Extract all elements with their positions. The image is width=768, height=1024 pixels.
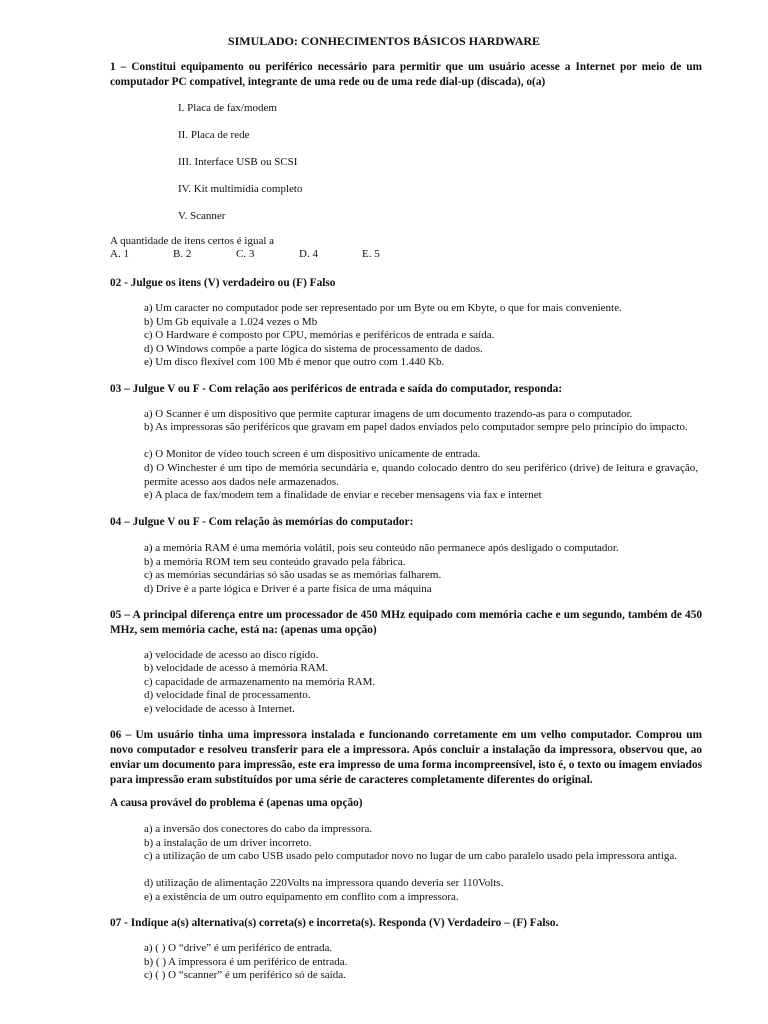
question-1-prompt: A quantidade de itens certos é igual a [110, 235, 275, 247]
list-item: c) ( ) O “scanner” é um periférico só de saída. [144, 969, 346, 981]
question-7: 07 - Indique a(s) alternativa(s) correta(s) e incorreta(s). Responda (V) Verdadeiro – (F) Falso. [110, 917, 559, 929]
list-item: a) a memória RAM é uma memória volátil, pois seu conteúdo não permanece após desligado o computador. [144, 542, 619, 554]
list-item: c) capacidade de armazenamento na memória RAM. [144, 676, 376, 688]
answer-option: B. 2 [173, 248, 192, 260]
answer-option: C. 3 [236, 248, 255, 260]
question-6-subprompt: A causa provável do problema é (apenas uma opção) [110, 797, 363, 809]
page-title: SIMULADO: CONHECIMENTOS BÁSICOS HARDWARE [227, 34, 541, 48]
list-item: a) velocidade de acesso ao disco rígido. [144, 649, 319, 661]
list-item: e) a existência de um outro equipamento em conflito com a impressora. [144, 891, 459, 903]
question-5: 05 – A principal diferença entre um processador de 450 MHz equipado com memória cache e um segundo, também de 450 MHz, sem memória cache, está na: (apenas uma opção) [110, 609, 702, 636]
list-item: I. Placa de fax/modem [178, 102, 277, 114]
list-item: d) utilização de alimentação 220Volts na impressora quando deveria ser 110Volts. [144, 877, 504, 889]
question-3: 03 – Julgue V ou F - Com relação aos periféricos de entrada e saída do computador, responda: [110, 383, 563, 395]
list-item: a) ( ) O “drive” é um periférico de entrada. [144, 942, 333, 954]
list-item: c) as memórias secundárias só são usadas se as memórias falharem. [144, 569, 442, 581]
list-item: e) velocidade de acesso à Internet. [144, 703, 295, 715]
list-item: III. Interface USB ou SCSI [178, 156, 298, 168]
list-item: b) ( ) A impressora é um periférico de entrada. [144, 956, 348, 968]
question-4: 04 – Julgue V ou F - Com relação às memórias do computador: [110, 516, 414, 528]
question-1: 1 – Constitui equipamento ou periférico necessário para permitir que um usuário acesse a Internet por meio de um computador PC compatível, integrante de uma rede ou de uma rede dial-up (discada), o(a) [110, 61, 702, 88]
question-6: 06 – Um usuário tinha uma impressora instalada e funcionando corretamente em um velho computador. Comprou um novo computador e resolveu transferir para ele a impressora. Após concluir a instalação da impressora, observou que, ao enviar um documento para impressão, este era impresso de uma forma incompreensível, isto é, o texto ou imagem enviados para impressão eram substituídos por uma série de caracteres completamente diferentes do original. [110, 729, 702, 786]
list-item: e) Um disco flexível com 100 Mb é menor que outro com 1.440 Kb. [144, 356, 445, 368]
list-item: b) a instalação de um driver incorreto. [144, 837, 312, 849]
list-item: c) a utilização de um cabo USB usado pelo computador novo no lugar de um cabo paralelo usado pela impressora antiga. [144, 850, 678, 862]
list-item: b) a memória ROM tem seu conteúdo gravado pela fábrica. [144, 556, 406, 568]
list-item: d) O Winchester é um tipo de memória secundária e, quando colocado dentro do seu periférico (drive) de leitura e gravação, permite acesso aos dados nele armazenados. [144, 462, 698, 488]
list-item: V. Scanner [178, 210, 226, 222]
list-item: b) Um Gb equivale a 1.024 vezes o Mb [144, 316, 318, 328]
list-item: c) O Monitor de vídeo touch screen é um dispositivo unicamente de entrada. [144, 448, 481, 460]
list-item: a) O Scanner é um dispositivo que permite capturar imagens de um documento trazendo-as para o computador. [144, 408, 633, 420]
list-item: d) velocidade final de processamento. [144, 689, 311, 701]
list-item: d) Drive é a parte lógica e Driver é a parte física de uma máquina [144, 583, 432, 595]
answer-option: A. 1 [110, 248, 129, 260]
list-item: IV. Kit multimídia completo [178, 183, 303, 195]
list-item: e) A placa de fax/modem tem a finalidade de enviar e receber mensagens via fax e internet [144, 489, 542, 501]
list-item: d) O Windows compõe a parte lógica do sistema de processamento de dados. [144, 343, 483, 355]
answer-option: D. 4 [299, 248, 318, 260]
list-item: a) Um caracter no computador pode ser representado por um Byte ou em Kbyte, o que for mais conveniente. [144, 302, 622, 314]
answer-option: E. 5 [362, 248, 380, 260]
list-item: b) velocidade de acesso à memória RAM. [144, 662, 329, 674]
list-item: II. Placa de rede [178, 129, 250, 141]
list-item: c) O Hardware é composto por CPU, memórias e periféricos de entrada e saída. [144, 329, 495, 341]
list-item: b) As impressoras são periféricos que gravam em papel dados enviados pelo computador sempre pelo princípio do impacto. [144, 421, 688, 433]
list-item: a) a inversão dos conectores do cabo da impressora. [144, 823, 373, 835]
question-2: 02 - Julgue os itens (V) verdadeiro ou (F) Falso [110, 277, 336, 289]
